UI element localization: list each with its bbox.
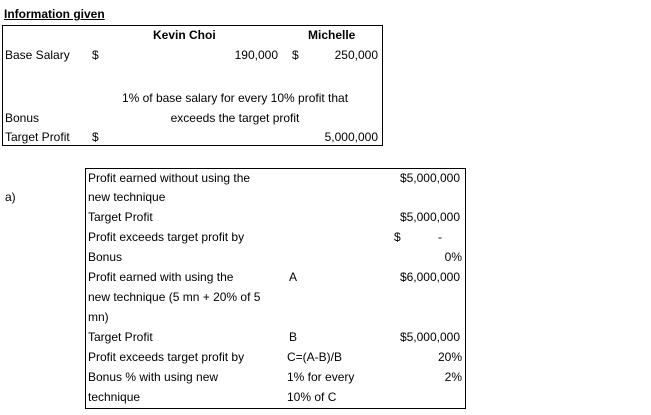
row-note: A [289, 270, 298, 284]
row-desc: Profit exceeds target profit by [88, 230, 245, 244]
information-box [2, 25, 383, 146]
section-title: Information given [4, 7, 105, 21]
row-desc: technique [88, 390, 141, 404]
bonus-description-line-1: 1% of base salary for every 10% profit that [121, 91, 349, 105]
target-profit-currency: $ [92, 130, 99, 144]
row-desc: new technique (5 mn + 20% of 5 [88, 290, 261, 304]
row-desc: Profit exceeds target profit by [88, 350, 245, 364]
header-michelle: Michelle [308, 28, 356, 42]
row-value: $5,000,000 [399, 210, 460, 224]
base-salary-kevin: 190,000 [234, 48, 278, 62]
row-desc: Target Profit [88, 330, 153, 344]
row-value: 2% [444, 370, 462, 384]
row-value: $5,000,000 [399, 171, 460, 185]
row-note: 1% for every [287, 370, 355, 384]
row-note: C=(A-B)/B [287, 350, 343, 364]
row-value: 0% [444, 250, 462, 264]
row-desc: new technique [88, 190, 166, 204]
base-salary-label: Base Salary [5, 48, 70, 62]
row-currency: $ [394, 230, 401, 244]
bonus-label: Bonus [5, 111, 40, 125]
row-value: 20% [437, 350, 462, 364]
row-desc: Bonus % with using new [88, 370, 219, 384]
base-salary-michelle: 250,000 [334, 48, 378, 62]
row-value: $6,000,000 [399, 270, 460, 284]
bonus-description-line-2: exceeds the target profit [170, 111, 300, 125]
base-salary-currency-1: $ [92, 48, 99, 62]
row-desc: Profit earned without using the [88, 171, 251, 185]
row-value: $5,000,000 [399, 330, 460, 344]
part-a-label: a) [5, 190, 16, 204]
row-note: 10% of C [287, 390, 337, 404]
row-value: - [438, 230, 442, 244]
row-desc: mn) [88, 310, 109, 324]
base-salary-currency-2: $ [292, 48, 299, 62]
row-note: B [289, 330, 298, 344]
row-desc: Target Profit [88, 210, 153, 224]
row-desc: Bonus [88, 250, 123, 264]
target-profit-value: 5,000,000 [324, 130, 378, 144]
row-desc: Profit earned with using the [88, 270, 234, 284]
target-profit-label: Target Profit [5, 130, 70, 144]
header-kevin-choi: Kevin Choi [153, 28, 216, 42]
